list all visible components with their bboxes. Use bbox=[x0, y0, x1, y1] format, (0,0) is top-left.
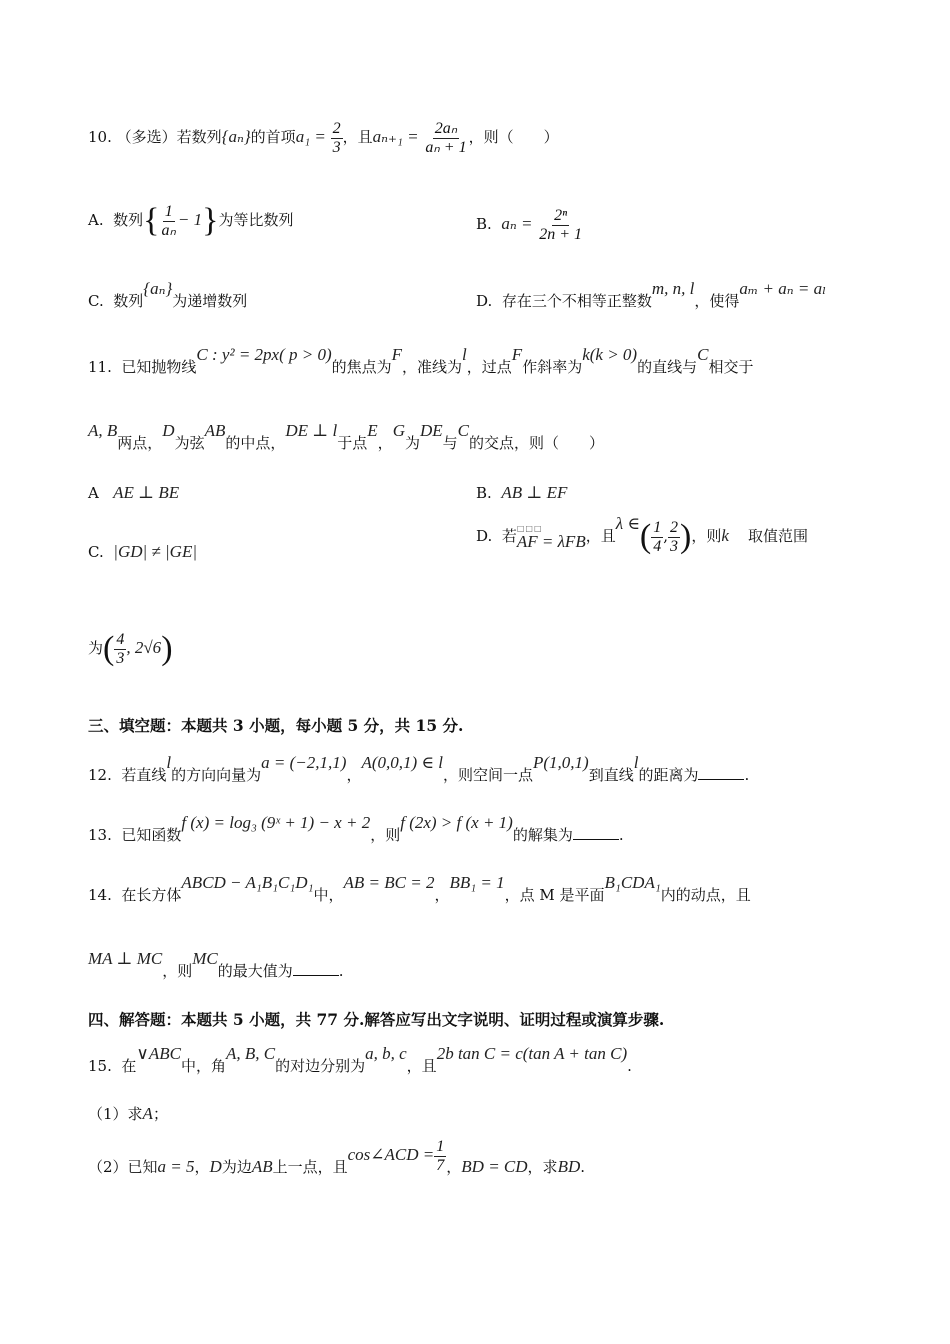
q10-option-a: A. 数列{ $\frac{1}{\text{aₙ}}$ − 1}为等比数列 bbox=[88, 202, 294, 239]
q14-line1: 14. 在长方体ABCD − A₁B₁C₁D₁中，AB = BC = 2，BB₁ = 1，点 M 是平面B₁CDA₁内的动点，且 bbox=[88, 873, 751, 904]
q10-stem: 10. （多选）若数列{aₙ}的首项a₁ = $\frac{2}{3}$ ，且aₙ₊₁ = $\frac{\text{2aₙ}}{\text{aₙ + 1}}$ ，则（ ） bbox=[88, 120, 559, 156]
q11-option-d: D. 若 □□□ AF = λFB ，且λ ∈( $\frac{1}{4}$ , $\frac{2}{3}$ )，则k 取值范围 bbox=[476, 514, 809, 555]
q10-recurrence-fraction: $\frac{\text{2aₙ}}{\text{aₙ + 1}}$ bbox=[425, 120, 467, 156]
section-solution-heading: 四、解答题：本题共 5 小题，共 77 分.解答应写出文字说明、证明过程或演算步骤. bbox=[88, 1010, 665, 1029]
q10-option-c: C. 数列{aₙ}为递增数列 bbox=[88, 279, 248, 310]
q13: 13. 已知函数f (x) = log₃ (9ˣ + 1) − x + 2，则f (2x) > f (x + 1)的解集为 . bbox=[88, 813, 624, 844]
q11-option-d-cont: 为( $\frac{4}{3}$ , 2√6) bbox=[88, 630, 173, 667]
q11-stem-line2: A, B两点，D为弦AB的中点，DE ⊥ l于点E，G为DE与C的交点，则（ ） bbox=[88, 421, 605, 452]
q14-answer-blank[interactable] bbox=[293, 963, 339, 976]
q12-answer-blank[interactable] bbox=[698, 767, 744, 780]
q11-stem-line1: 11. 已知抛物线C : y² = 2px( p > 0)的焦点为F，准线为l，过点F作斜率为k(k > 0)的直线与C相交于 bbox=[88, 345, 754, 376]
section-fill-in-heading: 三、填空题：本题共 3 小题，每小题 5 分，共 15 分. bbox=[88, 716, 464, 735]
q11-option-b: B. AB ⊥ EF bbox=[476, 483, 568, 502]
q15-part2: （2）已知a = 5，D为边AB上一点，且cos∠ACD = $\frac{1}{7}$ ，BD = CD，求BD. bbox=[88, 1138, 586, 1177]
q12: 12. 若直线l的方向向量为a = (−2,1,1)，A(0,0,1) ∈ l，则空间一点P(1,0,1)到直线l的距离为 . bbox=[88, 753, 750, 784]
q11-option-a: A AE ⊥ BE bbox=[88, 483, 180, 502]
q13-answer-blank[interactable] bbox=[573, 827, 619, 840]
q15-stem: 15. 在∨ABC中，角A, B, C的对边分别为a, b, c，且2b tan C = c(tan A + tan C). bbox=[88, 1044, 632, 1075]
q11-option-c: C. |GD| ≠ |GE| bbox=[88, 542, 198, 561]
q10-option-b: B. aₙ = $\frac{\text{2ⁿ}}{2n + 1}$ bbox=[476, 207, 583, 243]
q10-a1-fraction: $\frac{2}{3}$ bbox=[332, 120, 341, 156]
q14-line2: MA ⊥ MC，则MC的最大值为 . bbox=[88, 949, 344, 980]
q10-option-d: D. 存在三个不相等正整数m, n, l，使得aₘ + aₙ = aₗ bbox=[476, 279, 827, 310]
q15-part1: （1）求A； bbox=[88, 1104, 168, 1123]
